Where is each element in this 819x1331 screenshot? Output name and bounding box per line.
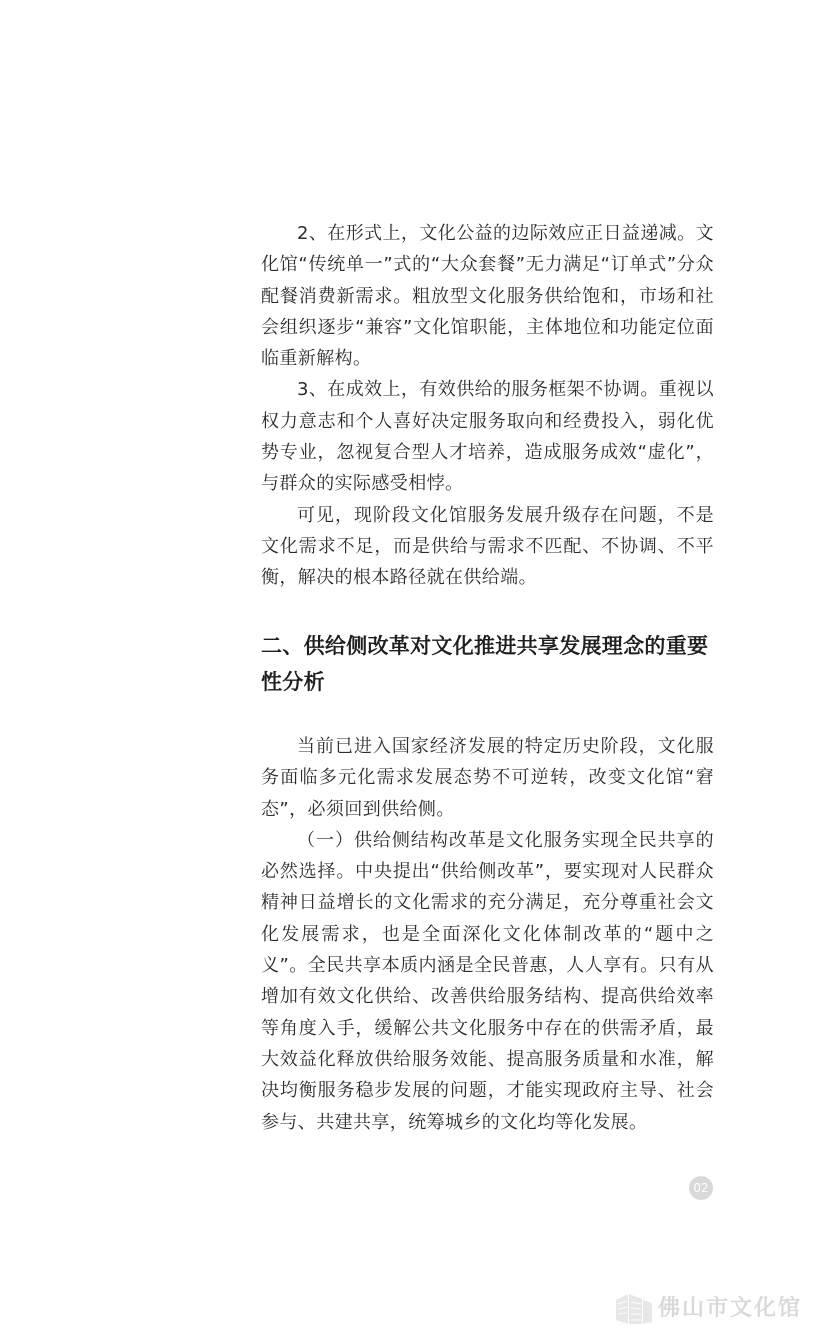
text-block-1 bbox=[261, 218, 714, 594]
page-number-badge: 02 bbox=[689, 1176, 713, 1200]
paragraph-supply-side: （一）供给侧结构改革是文化服务实现全民共享的必然选择。中央提出“供给侧改革”，要实现对人民群众精神日益增长的文化需求的充分满足，充分尊重社会文化发展需求，也是全面深化文化体制改革的“题中之义”。全民共享本质内涵是全民普惠，人人享有。只有从增加有效文化供给、改善供给服务结构、提高供给效率等角度入手，缓解公共文化服务中存在的供需矛盾，最大效益化释放供给服务效能、提高服务质量和水准，解决均衡服务稳步发展的问题，才能实现政府主导、社会参与、共建共享，统筹城乡的文化均等化发展。 bbox=[261, 829, 714, 1133]
paragraph-intro: 当前已进入国家经济发展的特定历史阶段，文化服务面临多元化需求发展态势不可逆转，改变文化馆“窘态”，必须回到供给侧。 bbox=[261, 736, 714, 820]
watermark-text: 佛山市文化馆 bbox=[658, 1295, 803, 1321]
paragraph-form: 2、在形式上，文化公益的边际效应正日益递减。文化馆“传统单一”式的“大众套餐”无力满足“订单式”分众配餐消费新需求。粗放型文化服务供给饱和，市场和社会组织逐步“兼容”文化馆职能，主体地位和功能定位面临重新解构。 bbox=[261, 223, 714, 370]
watermark bbox=[612, 1288, 817, 1328]
paragraph-effect: 3、在成效上，有效供给的服务框架不协调。重视以权力意志和个人喜好决定服务取向和经费投入，弱化优势专业，忽视复合型人才培养，造成服务成效“虚化”，与群众的实际感受相悖。 bbox=[261, 379, 714, 495]
text-block-2 bbox=[261, 731, 714, 1138]
paragraph-conclusion: 可见，现阶段文化馆服务发展升级存在问题，不是文化需求不足，而是供给与需求不匹配、不协调、不平衡，解决的根本路径就在供给端。 bbox=[261, 504, 714, 589]
section-heading: 二、供给侧改革对文化推进共享发展理念的重要性分析 bbox=[261, 634, 709, 694]
building-logo-icon bbox=[612, 1290, 656, 1326]
section-heading-block bbox=[261, 628, 714, 700]
